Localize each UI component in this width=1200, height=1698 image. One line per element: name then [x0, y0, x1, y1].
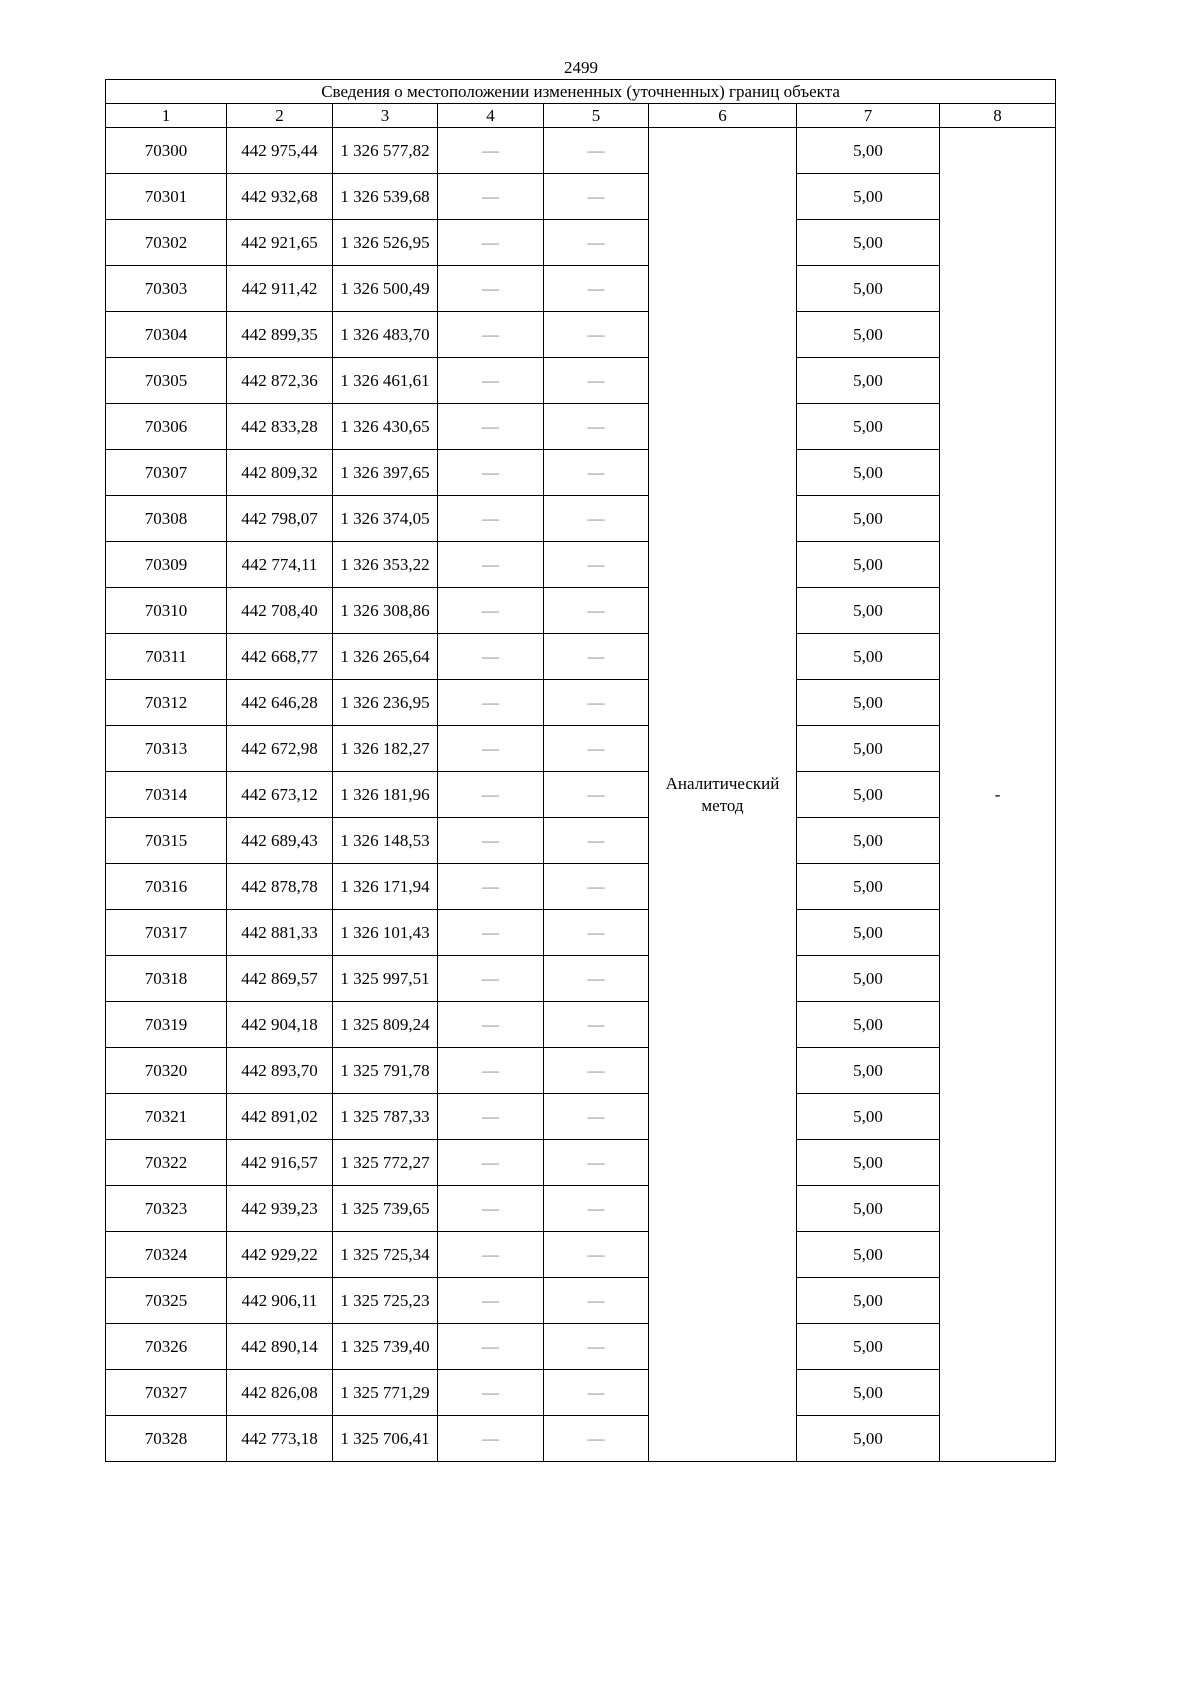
- accuracy-cell: 5,00: [797, 818, 940, 864]
- accuracy-cell: 5,00: [797, 1094, 940, 1140]
- table-row: [106, 1186, 1056, 1232]
- point-number-cell: 70309: [106, 542, 227, 588]
- point-number-cell: 70300: [106, 128, 227, 174]
- x-coordinate-cell: 442 899,35: [227, 312, 333, 358]
- table-row: [106, 496, 1056, 542]
- x-coordinate-cell: 442 921,65: [227, 220, 333, 266]
- point-number-cell: 70328: [106, 1416, 227, 1462]
- column-4-cell: —: [438, 128, 544, 174]
- column-5-cell: —: [544, 1140, 649, 1186]
- point-number-cell: 70313: [106, 726, 227, 772]
- column-4-cell: —: [438, 910, 544, 956]
- y-coordinate-cell: 1 326 353,22: [333, 542, 438, 588]
- column-5-cell: —: [544, 1002, 649, 1048]
- column-4-cell: —: [438, 1048, 544, 1094]
- column-4-cell: —: [438, 496, 544, 542]
- point-number-cell: 70326: [106, 1324, 227, 1370]
- accuracy-cell: 5,00: [797, 956, 940, 1002]
- column-number: 3: [333, 104, 438, 128]
- table-row: [106, 1002, 1056, 1048]
- x-coordinate-cell: 442 932,68: [227, 174, 333, 220]
- table-row: [106, 1324, 1056, 1370]
- table-row: [106, 128, 1056, 174]
- x-coordinate-cell: 442 906,11: [227, 1278, 333, 1324]
- table-row: [106, 1140, 1056, 1186]
- table-row: [106, 1370, 1056, 1416]
- boundary-table: [105, 79, 1056, 1462]
- column-4-cell: —: [438, 1416, 544, 1462]
- column-number: 1: [106, 104, 227, 128]
- x-coordinate-cell: 442 939,23: [227, 1186, 333, 1232]
- column-5-cell: —: [544, 772, 649, 818]
- table-row: [106, 312, 1056, 358]
- column-5-cell: —: [544, 1324, 649, 1370]
- column-5-cell: —: [544, 726, 649, 772]
- column-number: 4: [438, 104, 544, 128]
- point-number-cell: 70304: [106, 312, 227, 358]
- column-5-cell: —: [544, 220, 649, 266]
- y-coordinate-cell: 1 325 791,78: [333, 1048, 438, 1094]
- accuracy-cell: 5,00: [797, 726, 940, 772]
- y-coordinate-cell: 1 326 148,53: [333, 818, 438, 864]
- column-4-cell: —: [438, 1140, 544, 1186]
- accuracy-cell: 5,00: [797, 772, 940, 818]
- y-coordinate-cell: 1 326 430,65: [333, 404, 438, 450]
- point-number-cell: 70307: [106, 450, 227, 496]
- x-coordinate-cell: 442 872,36: [227, 358, 333, 404]
- table-title: Сведения о местоположении измененных (уточненных) границ объекта: [106, 80, 1056, 104]
- y-coordinate-cell: 1 325 772,27: [333, 1140, 438, 1186]
- accuracy-cell: 5,00: [797, 128, 940, 174]
- x-coordinate-cell: 442 893,70: [227, 1048, 333, 1094]
- y-coordinate-cell: 1 325 725,23: [333, 1278, 438, 1324]
- column-4-cell: —: [438, 680, 544, 726]
- column-4-cell: —: [438, 726, 544, 772]
- column-8-cell: -: [940, 128, 1056, 1462]
- accuracy-cell: 5,00: [797, 1324, 940, 1370]
- accuracy-cell: 5,00: [797, 220, 940, 266]
- point-number-cell: 70312: [106, 680, 227, 726]
- table-row: [106, 910, 1056, 956]
- column-4-cell: —: [438, 312, 544, 358]
- point-number-cell: 70318: [106, 956, 227, 1002]
- accuracy-cell: 5,00: [797, 312, 940, 358]
- table-row: [106, 450, 1056, 496]
- y-coordinate-cell: 1 325 809,24: [333, 1002, 438, 1048]
- column-5-cell: —: [544, 1232, 649, 1278]
- x-coordinate-cell: 442 911,42: [227, 266, 333, 312]
- column-5-cell: —: [544, 1186, 649, 1232]
- point-number-cell: 70327: [106, 1370, 227, 1416]
- column-5-cell: —: [544, 956, 649, 1002]
- column-5-cell: —: [544, 864, 649, 910]
- accuracy-cell: 5,00: [797, 450, 940, 496]
- accuracy-cell: 5,00: [797, 1140, 940, 1186]
- table-row: [106, 680, 1056, 726]
- table-row: [106, 1278, 1056, 1324]
- accuracy-cell: 5,00: [797, 588, 940, 634]
- column-number: 2: [227, 104, 333, 128]
- y-coordinate-cell: 1 326 265,64: [333, 634, 438, 680]
- method-cell: Аналитический метод: [649, 128, 797, 1462]
- column-5-cell: —: [544, 910, 649, 956]
- column-5-cell: —: [544, 1278, 649, 1324]
- accuracy-cell: 5,00: [797, 542, 940, 588]
- column-4-cell: —: [438, 450, 544, 496]
- column-5-cell: —: [544, 818, 649, 864]
- table-row: [106, 266, 1056, 312]
- x-coordinate-cell: 442 708,40: [227, 588, 333, 634]
- column-4-cell: —: [438, 1094, 544, 1140]
- column-4-cell: —: [438, 634, 544, 680]
- table-row: [106, 818, 1056, 864]
- table-row: [106, 1094, 1056, 1140]
- x-coordinate-cell: 442 774,11: [227, 542, 333, 588]
- point-number-cell: 70311: [106, 634, 227, 680]
- table-row: [106, 404, 1056, 450]
- table-row: [106, 220, 1056, 266]
- y-coordinate-cell: 1 325 739,40: [333, 1324, 438, 1370]
- column-5-cell: —: [544, 312, 649, 358]
- column-5-cell: —: [544, 128, 649, 174]
- column-4-cell: —: [438, 404, 544, 450]
- accuracy-cell: 5,00: [797, 174, 940, 220]
- point-number-cell: 70310: [106, 588, 227, 634]
- column-5-cell: —: [544, 496, 649, 542]
- point-number-cell: 70325: [106, 1278, 227, 1324]
- column-5-cell: —: [544, 174, 649, 220]
- column-4-cell: —: [438, 818, 544, 864]
- column-number: 7: [797, 104, 940, 128]
- column-4-cell: —: [438, 174, 544, 220]
- table-row: [106, 772, 1056, 818]
- column-5-cell: —: [544, 358, 649, 404]
- y-coordinate-cell: 1 325 997,51: [333, 956, 438, 1002]
- y-coordinate-cell: 1 325 725,34: [333, 1232, 438, 1278]
- column-number: 5: [544, 104, 649, 128]
- column-5-cell: —: [544, 1048, 649, 1094]
- column-4-cell: —: [438, 542, 544, 588]
- point-number-cell: 70314: [106, 772, 227, 818]
- x-coordinate-cell: 442 798,07: [227, 496, 333, 542]
- point-number-cell: 70302: [106, 220, 227, 266]
- point-number-cell: 70321: [106, 1094, 227, 1140]
- x-coordinate-cell: 442 904,18: [227, 1002, 333, 1048]
- column-5-cell: —: [544, 404, 649, 450]
- column-4-cell: —: [438, 266, 544, 312]
- table-row: [106, 588, 1056, 634]
- y-coordinate-cell: 1 326 483,70: [333, 312, 438, 358]
- accuracy-cell: 5,00: [797, 680, 940, 726]
- x-coordinate-cell: 442 646,28: [227, 680, 333, 726]
- accuracy-cell: 5,00: [797, 266, 940, 312]
- column-number-row: [106, 104, 1056, 128]
- point-number-cell: 70317: [106, 910, 227, 956]
- y-coordinate-cell: 1 326 500,49: [333, 266, 438, 312]
- point-number-cell: 70308: [106, 496, 227, 542]
- column-5-cell: —: [544, 1370, 649, 1416]
- table-row: [106, 174, 1056, 220]
- y-coordinate-cell: 1 326 461,61: [333, 358, 438, 404]
- table-row: [106, 864, 1056, 910]
- x-coordinate-cell: 442 672,98: [227, 726, 333, 772]
- column-5-cell: —: [544, 1416, 649, 1462]
- y-coordinate-cell: 1 325 706,41: [333, 1416, 438, 1462]
- column-4-cell: —: [438, 1370, 544, 1416]
- column-4-cell: —: [438, 1186, 544, 1232]
- point-number-cell: 70305: [106, 358, 227, 404]
- column-4-cell: —: [438, 358, 544, 404]
- accuracy-cell: 5,00: [797, 358, 940, 404]
- y-coordinate-cell: 1 325 787,33: [333, 1094, 438, 1140]
- column-4-cell: —: [438, 220, 544, 266]
- x-coordinate-cell: 442 833,28: [227, 404, 333, 450]
- accuracy-cell: 5,00: [797, 1048, 940, 1094]
- column-5-cell: —: [544, 634, 649, 680]
- accuracy-cell: 5,00: [797, 1232, 940, 1278]
- x-coordinate-cell: 442 878,78: [227, 864, 333, 910]
- column-4-cell: —: [438, 772, 544, 818]
- point-number-cell: 70303: [106, 266, 227, 312]
- column-4-cell: —: [438, 864, 544, 910]
- column-4-cell: —: [438, 1278, 544, 1324]
- x-coordinate-cell: 442 673,12: [227, 772, 333, 818]
- y-coordinate-cell: 1 326 577,82: [333, 128, 438, 174]
- y-coordinate-cell: 1 326 539,68: [333, 174, 438, 220]
- accuracy-cell: 5,00: [797, 404, 940, 450]
- point-number-cell: 70316: [106, 864, 227, 910]
- x-coordinate-cell: 442 826,08: [227, 1370, 333, 1416]
- column-4-cell: —: [438, 1002, 544, 1048]
- table-body: [106, 128, 1056, 1462]
- x-coordinate-cell: 442 689,43: [227, 818, 333, 864]
- column-5-cell: —: [544, 450, 649, 496]
- accuracy-cell: 5,00: [797, 1278, 940, 1324]
- y-coordinate-cell: 1 325 771,29: [333, 1370, 438, 1416]
- x-coordinate-cell: 442 809,32: [227, 450, 333, 496]
- y-coordinate-cell: 1 326 374,05: [333, 496, 438, 542]
- column-4-cell: —: [438, 956, 544, 1002]
- x-coordinate-cell: 442 929,22: [227, 1232, 333, 1278]
- page-number: 2499: [564, 58, 598, 77]
- column-4-cell: —: [438, 1232, 544, 1278]
- x-coordinate-cell: 442 773,18: [227, 1416, 333, 1462]
- accuracy-cell: 5,00: [797, 496, 940, 542]
- column-4-cell: —: [438, 1324, 544, 1370]
- point-number-cell: 70306: [106, 404, 227, 450]
- y-coordinate-cell: 1 325 739,65: [333, 1186, 438, 1232]
- column-5-cell: —: [544, 1094, 649, 1140]
- column-5-cell: —: [544, 588, 649, 634]
- accuracy-cell: 5,00: [797, 910, 940, 956]
- table-row: [106, 1232, 1056, 1278]
- point-number-cell: 70301: [106, 174, 227, 220]
- x-coordinate-cell: 442 668,77: [227, 634, 333, 680]
- x-coordinate-cell: 442 881,33: [227, 910, 333, 956]
- table-row: [106, 1416, 1056, 1462]
- x-coordinate-cell: 442 869,57: [227, 956, 333, 1002]
- y-coordinate-cell: 1 326 171,94: [333, 864, 438, 910]
- x-coordinate-cell: 442 975,44: [227, 128, 333, 174]
- y-coordinate-cell: 1 326 101,43: [333, 910, 438, 956]
- column-5-cell: —: [544, 542, 649, 588]
- point-number-cell: 70324: [106, 1232, 227, 1278]
- table-row: [106, 542, 1056, 588]
- x-coordinate-cell: 442 891,02: [227, 1094, 333, 1140]
- accuracy-cell: 5,00: [797, 1186, 940, 1232]
- x-coordinate-cell: 442 890,14: [227, 1324, 333, 1370]
- column-5-cell: —: [544, 680, 649, 726]
- point-number-cell: 70319: [106, 1002, 227, 1048]
- accuracy-cell: 5,00: [797, 1370, 940, 1416]
- accuracy-cell: 5,00: [797, 864, 940, 910]
- y-coordinate-cell: 1 326 308,86: [333, 588, 438, 634]
- y-coordinate-cell: 1 326 182,27: [333, 726, 438, 772]
- y-coordinate-cell: 1 326 236,95: [333, 680, 438, 726]
- table-row: [106, 726, 1056, 772]
- y-coordinate-cell: 1 326 181,96: [333, 772, 438, 818]
- column-5-cell: —: [544, 266, 649, 312]
- table-row: [106, 634, 1056, 680]
- column-number: 8: [940, 104, 1056, 128]
- table-row: [106, 1048, 1056, 1094]
- column-number: 6: [649, 104, 797, 128]
- accuracy-cell: 5,00: [797, 634, 940, 680]
- point-number-cell: 70323: [106, 1186, 227, 1232]
- y-coordinate-cell: 1 326 397,65: [333, 450, 438, 496]
- accuracy-cell: 5,00: [797, 1002, 940, 1048]
- table-row: [106, 358, 1056, 404]
- point-number-cell: 70315: [106, 818, 227, 864]
- point-number-cell: 70322: [106, 1140, 227, 1186]
- column-4-cell: —: [438, 588, 544, 634]
- table-row: [106, 956, 1056, 1002]
- y-coordinate-cell: 1 326 526,95: [333, 220, 438, 266]
- point-number-cell: 70320: [106, 1048, 227, 1094]
- x-coordinate-cell: 442 916,57: [227, 1140, 333, 1186]
- accuracy-cell: 5,00: [797, 1416, 940, 1462]
